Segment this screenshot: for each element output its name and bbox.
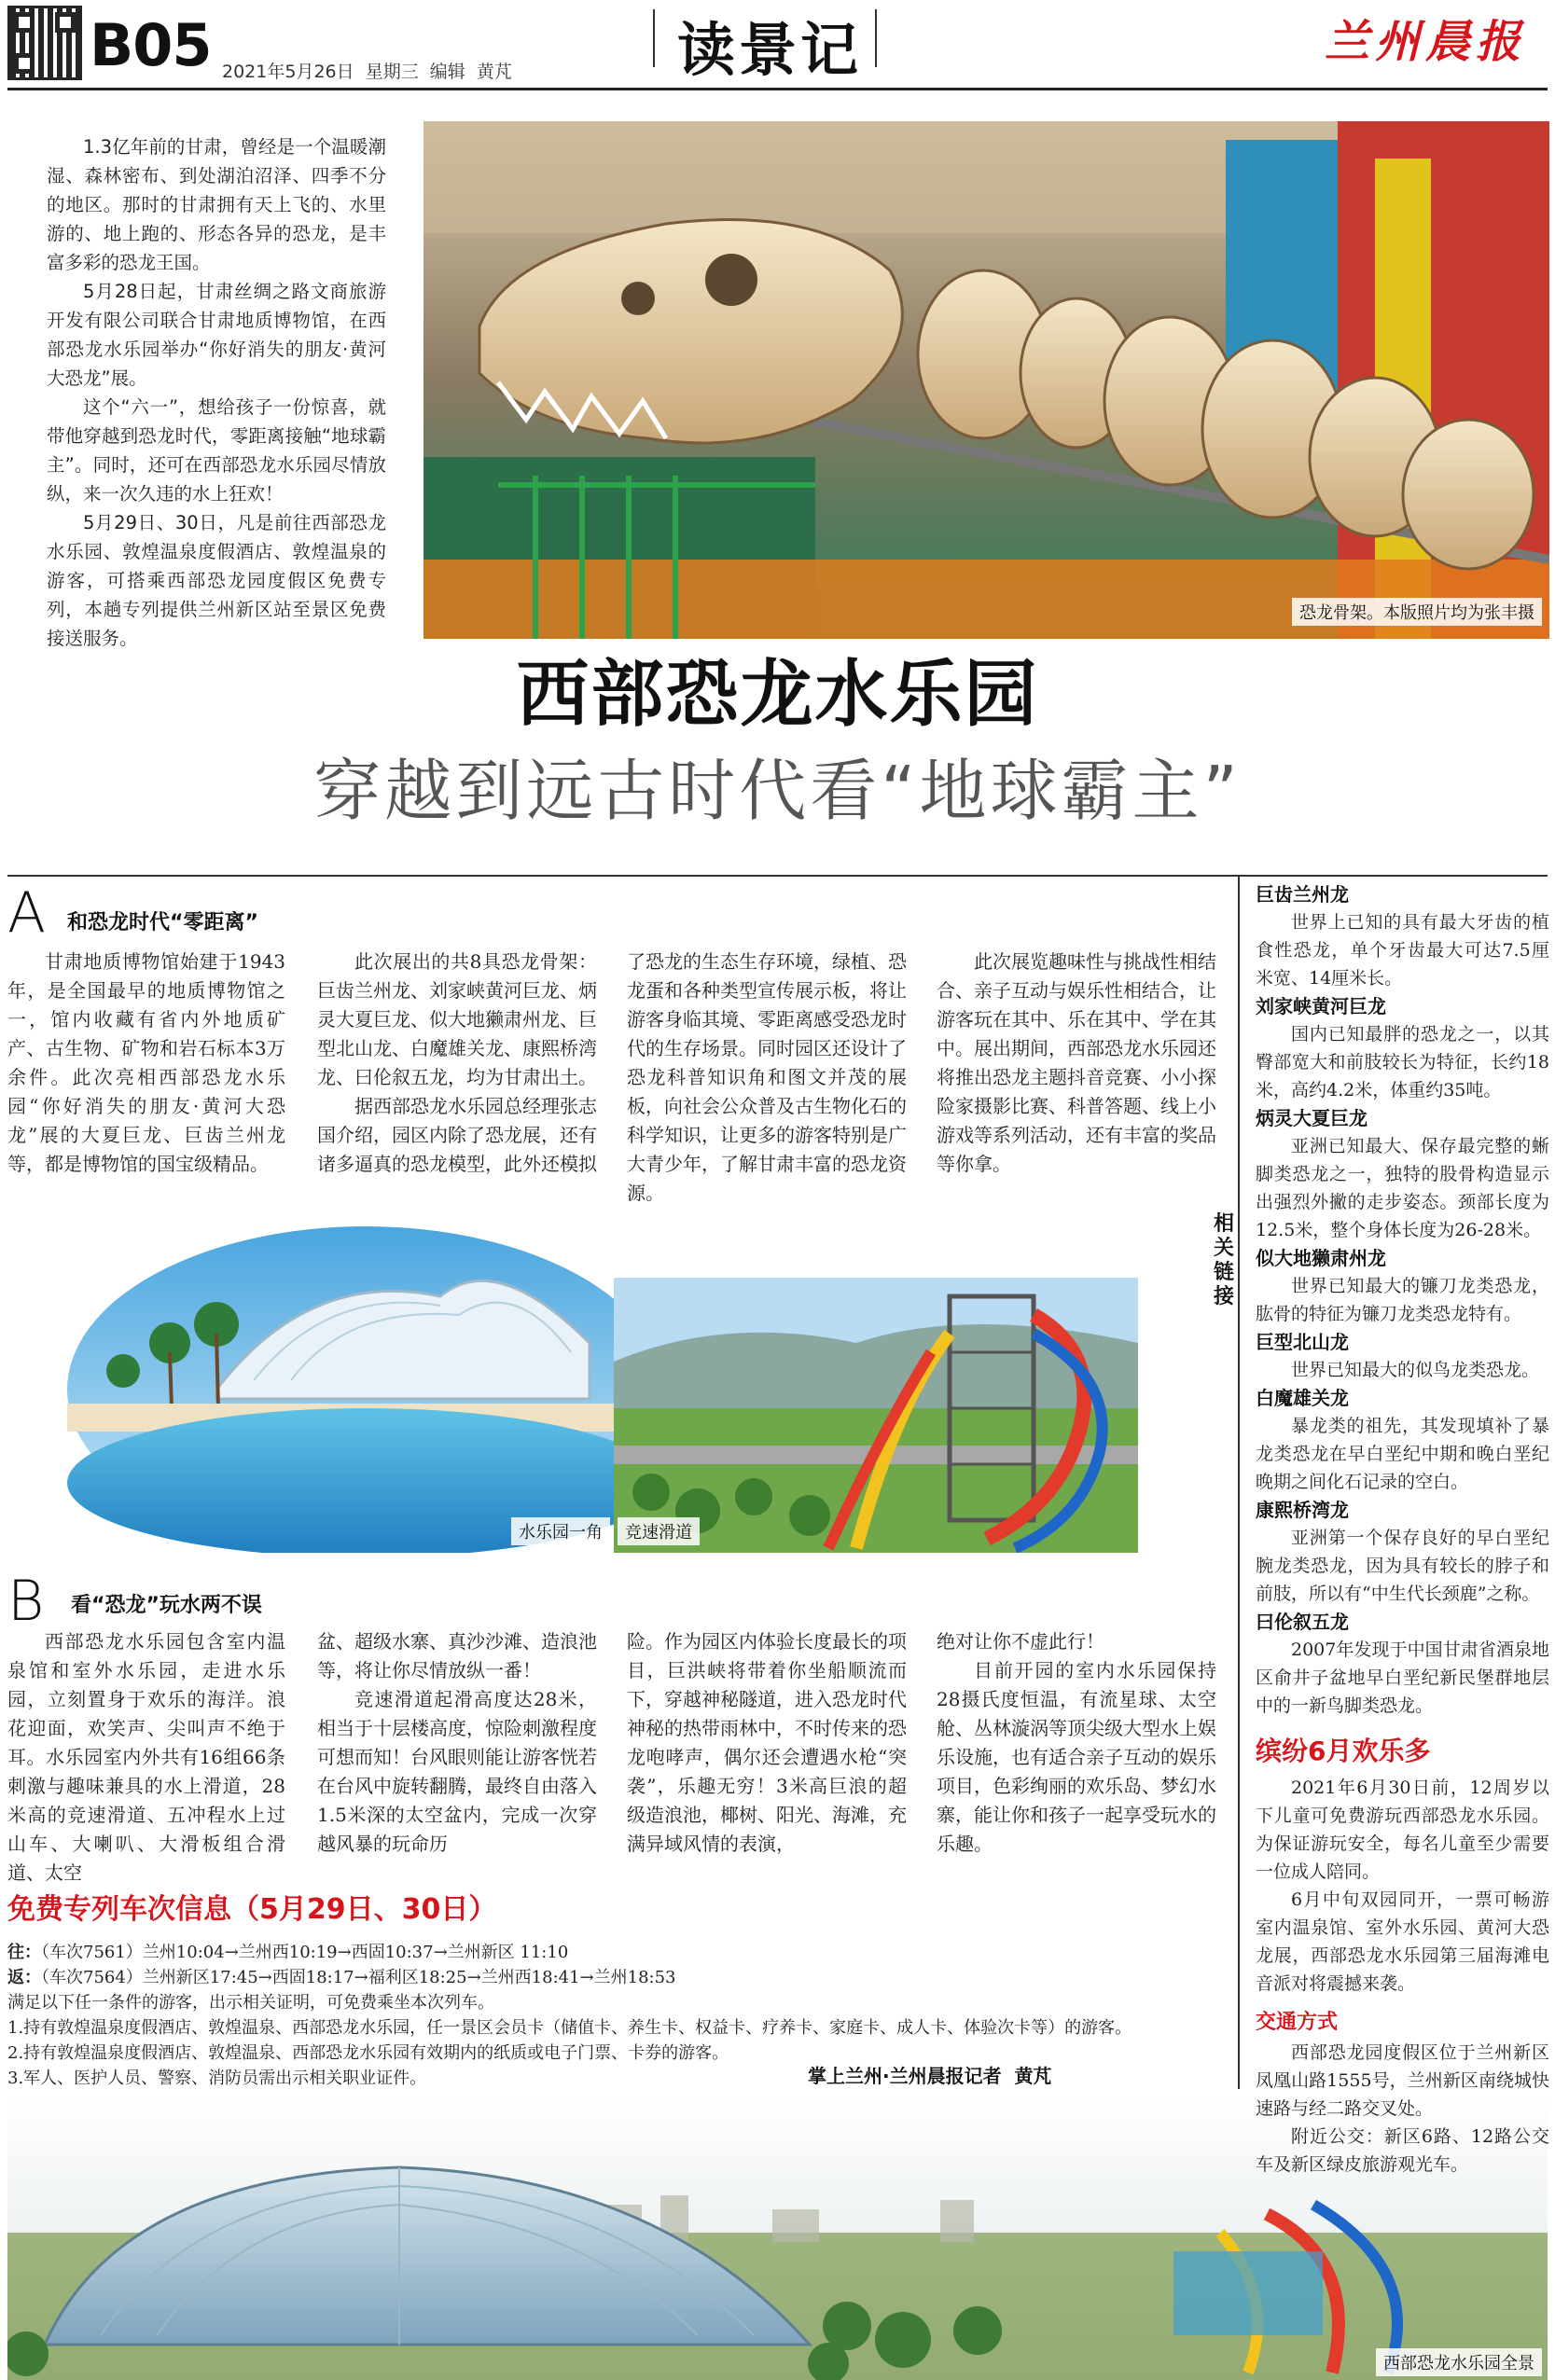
sidebar-entry [1256, 992, 1549, 1104]
water-park-caption: 水乐园一角 [511, 1517, 610, 1545]
dinosaur-desc: 世界已知最大的似鸟龙类恐龙。 [1291, 1360, 1540, 1380]
section-a-col-1: 甘肃地质博物馆始建于1943年，是全国最早的地质博物馆之一，馆内收藏有省内外地质矿产、古生物、矿物和岩石标本3万余件。此次亮相西部恐龙水乐园“你好消失的朋友·黄河大恐龙”展的大夏巨龙、巨齿兰州龙等，都是博物馆的国宝级精品。 [7, 950, 285, 1175]
dinosaur-desc: 世界上已知的具有最大牙齿的植食性恐龙，单个牙齿最大可达7.5厘米宽、14厘米长。 [1256, 912, 1549, 989]
june-title: 缤纷6月欢乐多 [1256, 1736, 1431, 1766]
qr-code [7, 6, 82, 80]
sidebar-entry [1256, 880, 1549, 992]
sidebar-links [1256, 880, 1549, 2179]
sidebar-entry [1256, 1608, 1549, 1720]
section-a-letter: A [7, 880, 47, 946]
vertical-label-char: 关 [1213, 1237, 1234, 1260]
vertical-label-char: 相 [1213, 1212, 1234, 1236]
section-b-title: 看“恐龙”玩水两不误 [71, 1594, 262, 1617]
section-a-title: 和恐龙时代“零距离” [67, 911, 258, 934]
section-b-col-4: 绝对让你不虚此行！ 目前开园的室内水乐园保持28摄氏度恒温，有流星球、太空舱、丛林漩涡等顶尖级大型水上娱乐设施，也有适合亲子互动的娱乐项目，色彩绚丽的欢乐岛、梦幻水寨，能让你和孩子一起享受玩水的乐趣。 [937, 1630, 1216, 1855]
section-b-letter: B [7, 1569, 45, 1634]
water-park-photo [67, 1212, 614, 1553]
dinosaur-name: 曰伦叙五龙 [1256, 1611, 1349, 1633]
dinosaur-name: 炳灵大夏巨龙 [1256, 1107, 1368, 1129]
dinosaur-name: 康熙桥湾龙 [1256, 1499, 1349, 1521]
section-rule-left [653, 9, 655, 67]
sidebar-entry [1256, 1104, 1549, 1244]
traffic-title: 交通方式 [1256, 2011, 1339, 2034]
paper-logo: 兰州晨报 [1325, 16, 1527, 68]
sidebar-entry [1256, 1384, 1549, 1496]
intro-paragraph: 这个“六一”，想给孩子一份惊喜，就带他穿越到恐龙时代，零距离接触“地球霸主”。同时，还可在西部恐龙水乐园尽情放纵，来一次久违的水上狂欢！ [47, 396, 386, 505]
train-condition: 3.军人、医护人员、警察、消防员需出示相关职业证件。 [7, 2069, 427, 2088]
section-rule-right [875, 9, 877, 67]
dinosaur-desc: 国内已知最胖的恐龙之一，以其臀部宽大和前肢较长为特征，长约18米，高约4.2米，体重约35吨。 [1256, 1024, 1549, 1100]
body-rule [7, 875, 1548, 877]
train-line-outbound: 往：（车次7561）兰州10:04→兰州西10:19→西固10:37→兰州新区 11:10 [7, 1943, 569, 1962]
intro-paragraph: 1.3亿年前的甘肃，曾经是一个温暖潮湿、森林密布、到处湖泊沼泽、四季不分的地区。那时的甘肃拥有天上飞的、水里游的、地上跑的、形态各异的恐龙，是丰富多彩的恐龙王国。 [47, 136, 386, 273]
dinosaur-skeleton-photo [423, 121, 1549, 639]
sidebar-entry [1256, 1496, 1549, 1608]
dinosaur-desc: 亚洲第一个保存良好的早白垩纪腕龙类恐龙，因为具有较长的脖子和前肢，所以有“中生代长颈鹿”之称。 [1256, 1528, 1549, 1604]
dinosaur-name: 巨齿兰州龙 [1256, 883, 1349, 906]
sidebar-entry [1256, 1328, 1549, 1384]
intro-paragraph: 5月28日起，甘肃丝绸之路文商旅游开发有限公司联合甘肃地质博物馆，在西部恐龙水乐园举办“你好消失的朋友·黄河大恐龙”展。 [47, 281, 386, 389]
train-condition: 1.持有敦煌温泉度假酒店、敦煌温泉、西部恐龙水乐园，任一景区会员卡（储值卡、养生卡、权益卡、疗养卡、家庭卡、成人卡、体验次卡等）的游客。 [7, 2018, 1132, 2038]
section-a-col-3: 了恐龙的生态生存环境，绿植、恐龙蛋和各种类型宣传展示板，将让游客身临其境、零距离感受恐龙时代的生存场景。同时园区还设计了恐龙科普知识角和图文并茂的展板，向社会公众普及古生物化石的科学知识，让更多的游客特别是广大青少年，了解甘肃丰富的恐龙资源。 [627, 950, 907, 1204]
train-info-title: 免费专列车次信息（5月29日、30日） [7, 1893, 497, 1926]
sidebar-entry [1256, 1244, 1549, 1328]
sidebar-vertical-label [1213, 1212, 1235, 1309]
headline-main: 西部恐龙水乐园 [516, 653, 1039, 737]
train-line-return: 返：（车次7564）兰州新区17:45→西固18:17→福利区18:25→兰州西18:41→兰州18:53 [7, 1968, 676, 1987]
panorama-caption: 西部恐龙水乐园全景 [1376, 2348, 1542, 2376]
train-note: 满足以下任一条件的游客，出示相关证明，可免费乘坐本次列车。 [7, 1993, 494, 2013]
dinosaur-desc: 暴龙类的祖先，其发现填补了暴龙类恐龙在早白垩纪中期和晚白垩纪晚期之间化石记录的空白。 [1256, 1416, 1549, 1492]
racing-slide-photo [614, 1278, 1138, 1553]
section-b-col-3: 险。作为园区内体验长度最长的项目，巨洪峡将带着你坐船顺流而下，穿越神秘隧道，进入恐龙时代神秘的热带雨林中，不时传来的恐龙咆哮声，偶尔还会遭遇水枪“突袭”，乐趣无穷！3米高巨浪的超级造浪池，椰树、阳光、海滩，充满异域风情的表演， [627, 1630, 907, 1855]
section-b-col-2: 盆、超级水寨、真沙沙滩、造浪池等，将让你尽情放纵一番！ 竞速滑道起滑高度达28米，相当于十层楼高度，惊险刺激程度可想而知！台风眼则能让游客恍若在台风中旋转翻腾，最终自由落入1.5米深的太空盆内，完成一次穿越风暴的玩命历 [317, 1630, 597, 1855]
intro-paragraph: 5月29日、30日，凡是前往西部恐龙水乐园、敦煌温泉度假酒店、敦煌温泉的游客，可搭乘西部恐龙园度假区免费专列，本趟专列提供兰州新区站至景区免费接送服务。 [47, 512, 386, 649]
intro-text [47, 132, 386, 653]
june-text: 2021年6月30日前，12周岁以下儿童可免费游玩西部恐龙水乐园。为保证游玩安全，每名儿童至少需要一位成人陪同。 6月中旬双园同开，一票可畅游室内温泉馆、室外水乐园、黄河大恐龙展，西部恐龙水乐园第三届海滩电音派对将震撼来袭。 [1256, 1778, 1549, 1994]
dinosaur-desc: 世界已知最大的镰刀龙类恐龙，肱骨的特征为镰刀龙类恐龙特有。 [1256, 1276, 1549, 1324]
traffic-text: 西部恐龙园度假区位于兰州新区凤凰山路1555号，兰州新区南绕城快速路与经二路交叉处。 附近公交：新区6路、12路公交车及新区绿皮旅游观光车。 [1256, 2042, 1549, 2175]
dinosaur-name: 巨型北山龙 [1256, 1331, 1349, 1353]
section-b-col-1: 西部恐龙水乐园包含室内温泉馆和室外水乐园，走进水乐园，立刻置身于欢乐的海洋。浪花迎面，欢笑声、尖叫声不绝于耳。水乐园室内外共有16组66条刺激与趣味兼具的水上滑道，28米高的竞速滑道、五冲程水上过山车、大喇叭、大滑板组合滑道、太空 [7, 1630, 285, 1884]
dinosaur-name: 似大地獭肃州龙 [1256, 1247, 1386, 1269]
section-a-col-2 [317, 948, 597, 1179]
top-photo-caption: 恐龙骨架。本版照片均为张丰摄 [1292, 598, 1542, 626]
page-code: B05 [90, 11, 212, 79]
dinosaur-name: 刘家峡黄河巨龙 [1256, 995, 1386, 1017]
section-title: 读景记 [677, 16, 863, 84]
masthead-rule [7, 88, 1548, 90]
headline-sub: 穿越到远古时代看“地球霸主” [313, 752, 1242, 830]
section-a-col-2-text: 据西部恐龙水乐园总经理张志国介绍，园区内除了恐龙展，还有诸多逼真的恐龙模型，此外还模拟 [317, 1095, 597, 1175]
section-a-col-2-text: 此次展出的共8具恐龙骨架：巨齿兰州龙、刘家峡黄河巨龙、炳灵大夏巨龙、似大地獭肃州龙、巨型北山龙、白魔雄关龙、康熙桥湾龙、曰伦叙五龙，均为甘肃出土。 [317, 950, 597, 1088]
section-a-col-4: 此次展览趣味性与挑战性相结合、亲子互动与娱乐性相结合，让游客玩在其中、乐在其中、学在其中。展出期间，西部恐龙水乐园还将推出恐龙主题抖音竞赛、小小探险家摄影比赛、科普答题、线上小游戏等系列活动，还有丰富的奖品等你拿。 [937, 950, 1216, 1175]
vertical-label-char: 接 [1213, 1285, 1234, 1308]
date-line: 2021年5月26日 星期三 编辑 黄芃 [222, 62, 512, 82]
dinosaur-desc: 亚洲已知最大、保存最完整的蜥脚类恐龙之一，独特的股骨构造显示出强烈外撇的走步姿态。颈部长度为12.5米，整个身体长度为26-28米。 [1256, 1136, 1549, 1240]
byline: 掌上兰州·兰州晨报记者 黄芃 [808, 2065, 1052, 2087]
sidebar-rule [1238, 877, 1240, 2089]
vertical-label-char: 链 [1213, 1261, 1234, 1284]
dinosaur-desc: 2007年发现于中国甘肃省酒泉地区俞井子盆地早白垩纪新民堡群地层中的一新鸟脚类恐龙。 [1256, 1640, 1549, 1716]
train-condition: 2.持有敦煌温泉度假酒店、敦煌温泉、西部恐龙水乐园有效期内的纸质或电子门票、卡券的游客。 [7, 2043, 729, 2063]
racing-slide-caption: 竞速滑道 [618, 1517, 700, 1545]
dinosaur-name: 白魔雄关龙 [1256, 1387, 1349, 1409]
